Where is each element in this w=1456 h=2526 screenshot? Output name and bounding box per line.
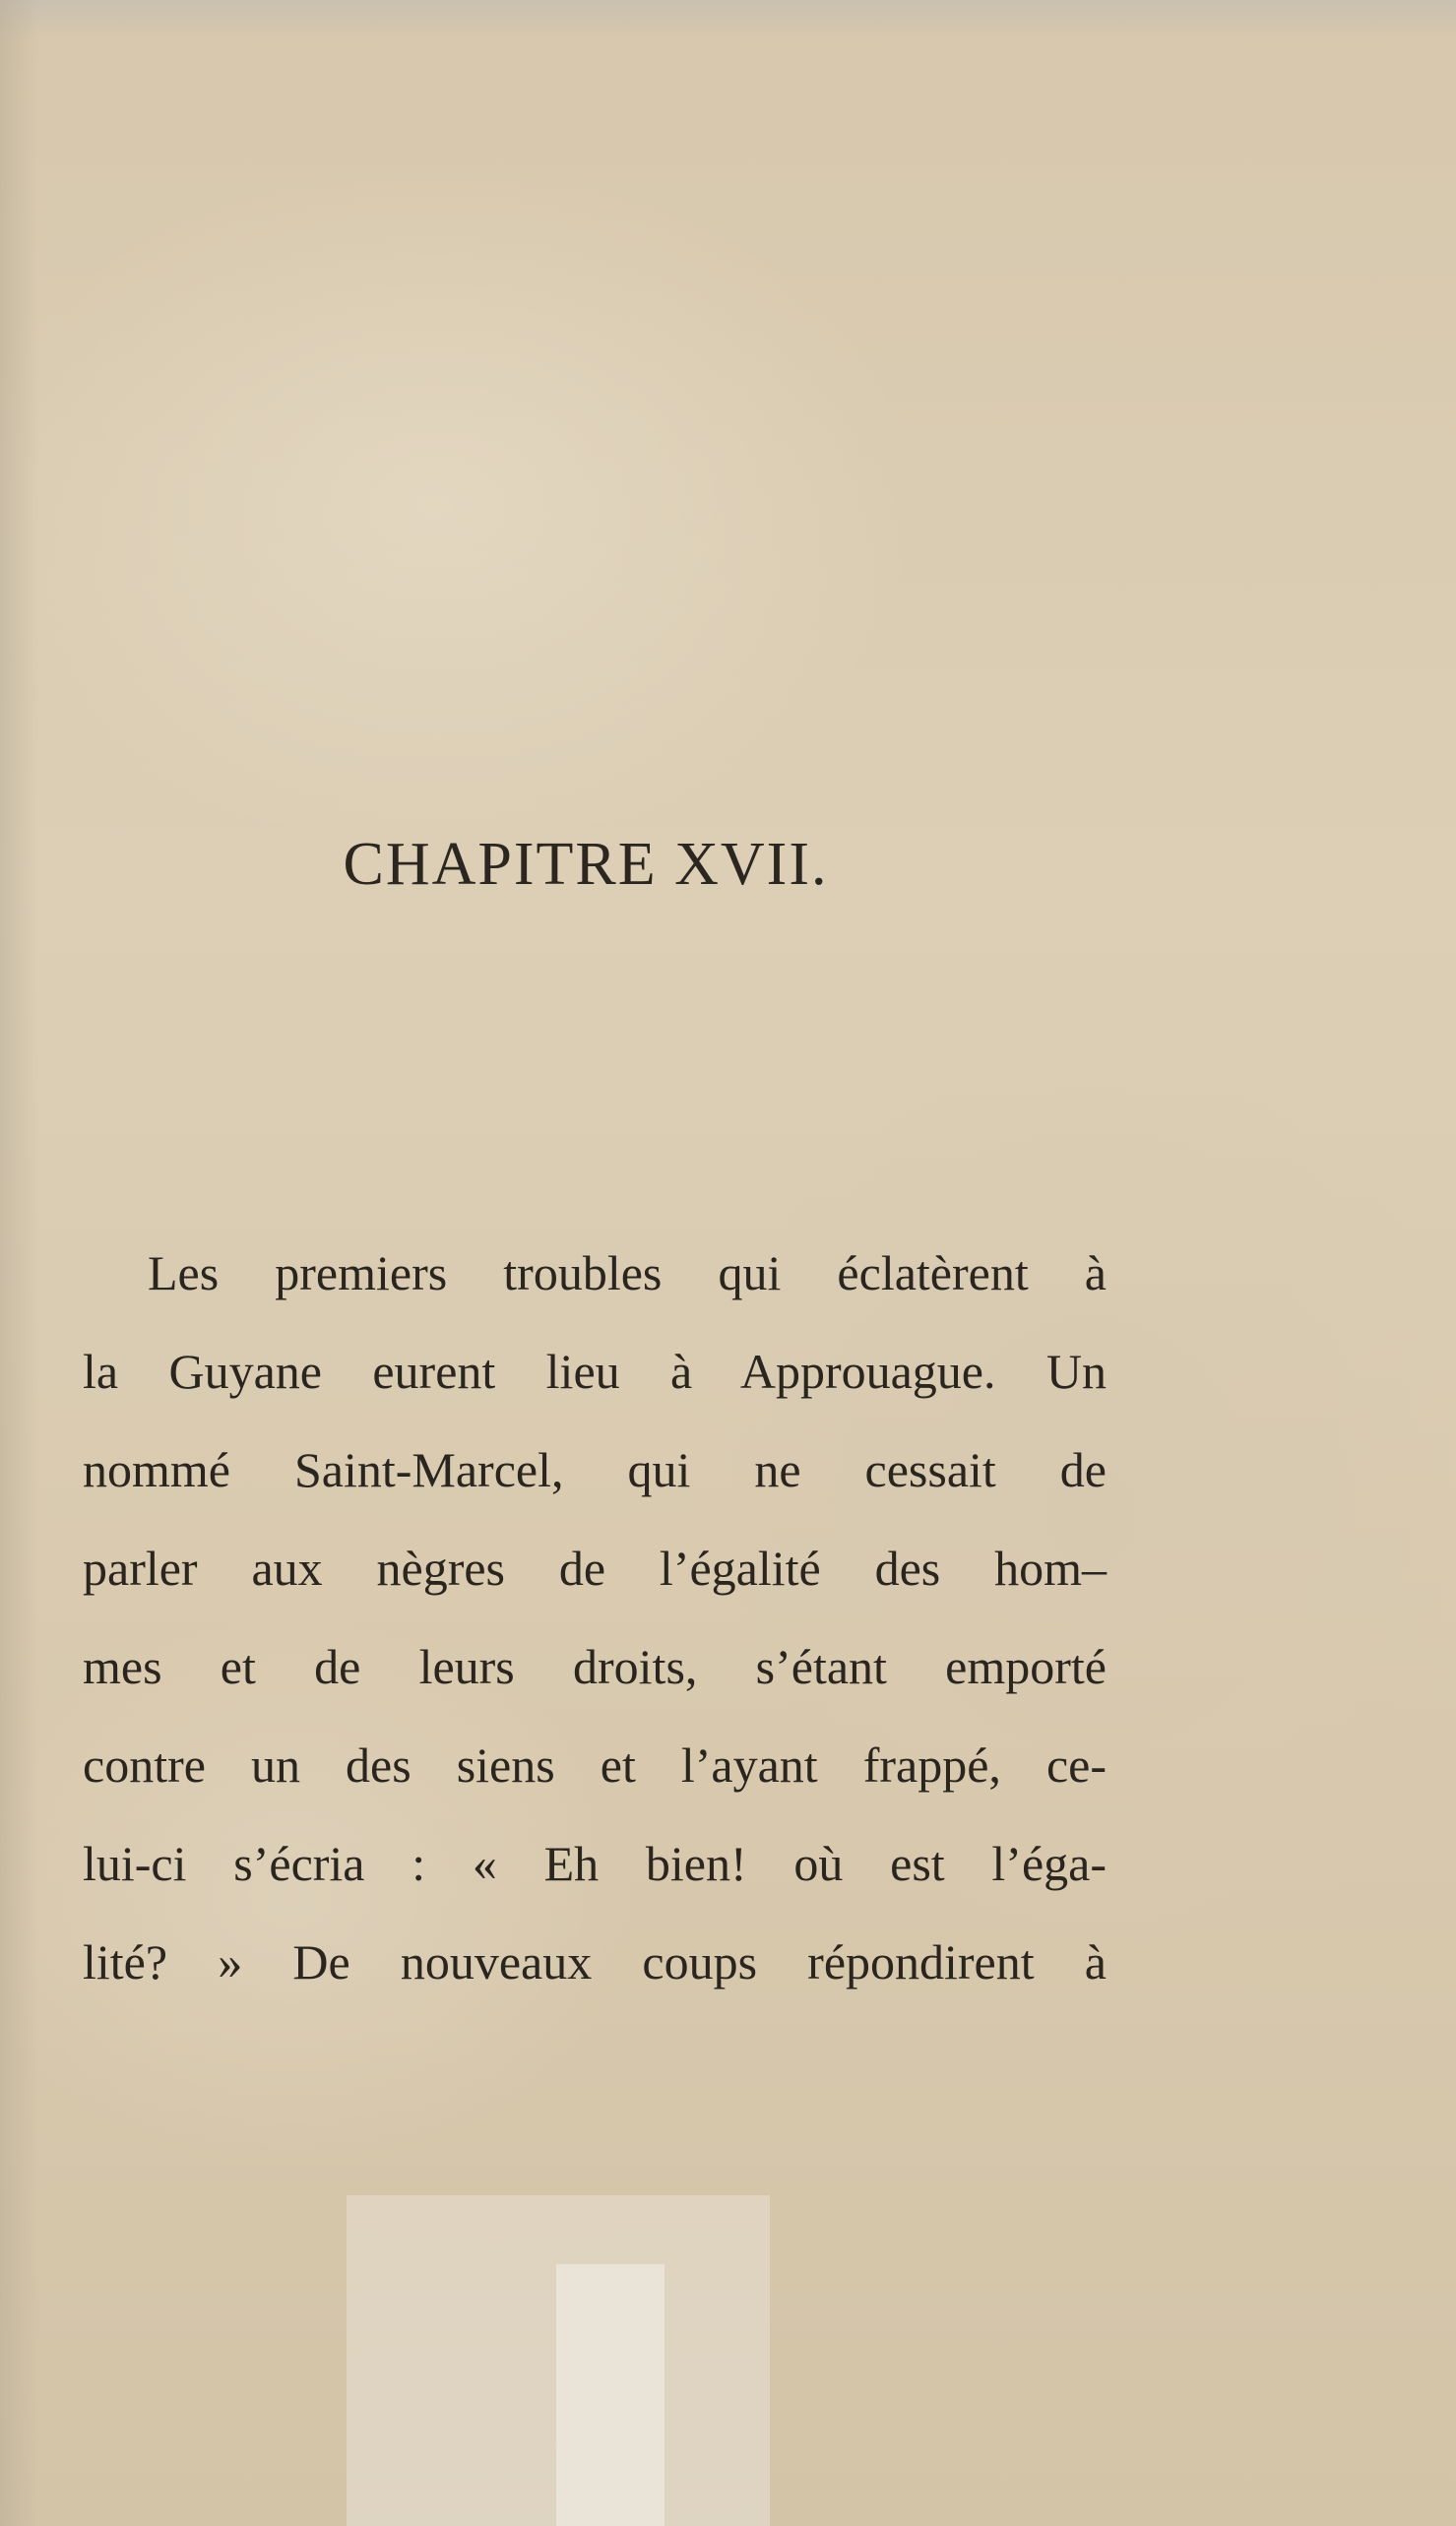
chapter-title: CHAPITRE XVII. [343,831,829,898]
paragraph-line: nommé Saint-Marcel, qui ne cessait de [83,1442,1107,1497]
paragraph-line: lité? » De nouveaux coups répondirent à [83,1934,1107,1989]
paragraph-line: lui-ci s’écria : « Eh bien! où est l’éga- [83,1836,1107,1891]
paper-repair-strip [556,2264,665,2526]
paragraph-line: mes et de leurs droits, s’étant emporté [83,1639,1107,1694]
paragraph-line: contre un des siens et l’ayant frappé, ce- [83,1737,1107,1793]
paragraph-line: la Guyane eurent lieu à Approuague. Un [83,1344,1107,1399]
paragraph-line: Les premiers troubles qui éclatèrent à [148,1245,1107,1300]
paragraph-line: parler aux nègres de l’égalité des hom– [83,1541,1107,1596]
page-left-edge [0,0,39,2526]
page-top-edge [0,0,1456,39]
